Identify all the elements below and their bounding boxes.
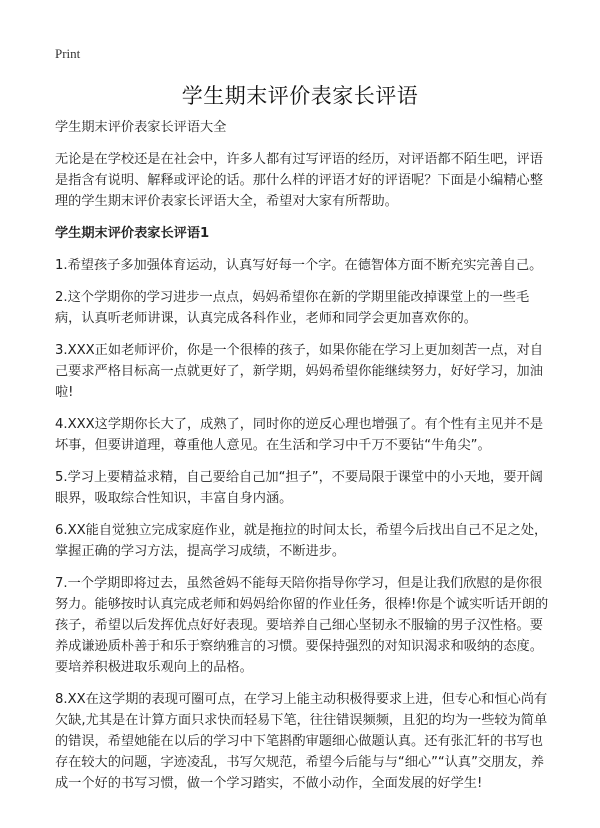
comment-paragraph-7: 7.一个学期即将过去，虽然爸妈不能每天陪你指导你学习，但是让我们欣慰的是你很努力。能够按时认真完成老师和妈妈给你留的作业任务，很棒!你是个诚实听话开朗的孩子，希望以后发挥优点好好表现。要培养自己细心坚韧永不服输的男子汉性格。要养成谦逊质朴善于和乐于察纳雅言的习惯。要保持强烈的对知识渴求和吸纳的态度。要培养积极进取乐观向上的品格。 bbox=[55, 576, 549, 675]
article-body bbox=[55, 117, 555, 805]
section-heading: 学生期末评价表家长评语1 bbox=[55, 226, 210, 241]
page-title: 学生期末评价表家长评语 bbox=[181, 84, 419, 108]
comment-paragraph-3: 3.XXX正如老师评价，你是一个很棒的孩子，如果你能在学习上更加刻苦一点，对自己要求严格目标高一点就更好了，新学期，妈妈希望你能继续努力，好好学习，加油啦! bbox=[55, 343, 544, 400]
article-subtitle: 学生期末评价表家长评语大全 bbox=[55, 120, 227, 135]
article-intro: 无论是在学校还是在社会中，许多人都有过写评语的经历，对评语都不陌生吧，评语是指含有说明、解释或评论的话。那什么样的评语才好的评语呢？下面是小编精心整理的学生期末评价表家长评语大全，希望对大家有所帮助。 bbox=[55, 152, 543, 209]
print-link[interactable]: Print bbox=[55, 46, 81, 61]
comment-paragraph-1: 1.希望孩子多加强体育运动，认真写好每一个字。在德智体方面不断充实完善自己。 bbox=[55, 258, 543, 273]
comment-paragraph-4: 4.XXX这学期你长大了，成熟了，同时你的逆反心理也增强了。有个性有主见并不是坏事，但要讲道理，尊重他人意见。在生活和学习中千万不要钻“牛角尖”。 bbox=[55, 417, 544, 453]
comment-paragraph-5: 5.学习上要精益求精，自己要给自己加“担子”，不要局限于课堂中的小天地，要开阔眼界，吸取综合性知识，丰富自身内涵。 bbox=[55, 470, 543, 506]
comment-paragraph-6: 6.XX能自觉独立完成家庭作业，就是拖拉的时间太长，希望今后找出自己不足之处，掌握正确的学习方法，提高学习成绩，不断进步。 bbox=[55, 523, 548, 559]
comment-paragraph-2: 2.这个学期你的学习进步一点点，妈妈希望你在新的学期里能改掉课堂上的一些毛病，认真听老师讲课，认真完成各科作业，老师和同学会更加喜欢你的。 bbox=[55, 290, 530, 326]
comment-paragraph-8: 8.XX在这学期的表现可圈可点，在学习上能主动积极得要求上进，但专心和恒心尚有欠缺,尤其是在计算方面只求快而轻易下笔，往往错误频频，且犯的均为一些较为简单的错误，希望她能在以后的学习中下笔斟酌审题细心做题认真。还有张汇轩的书写也存在较大的问题，字迹凌乱，书写欠规范，希望今后能与与“细心”“认真”交朋友，养成一个好的书写习惯，做一个学习踏实，不做小动作，全面发展的好学生! bbox=[55, 692, 548, 791]
